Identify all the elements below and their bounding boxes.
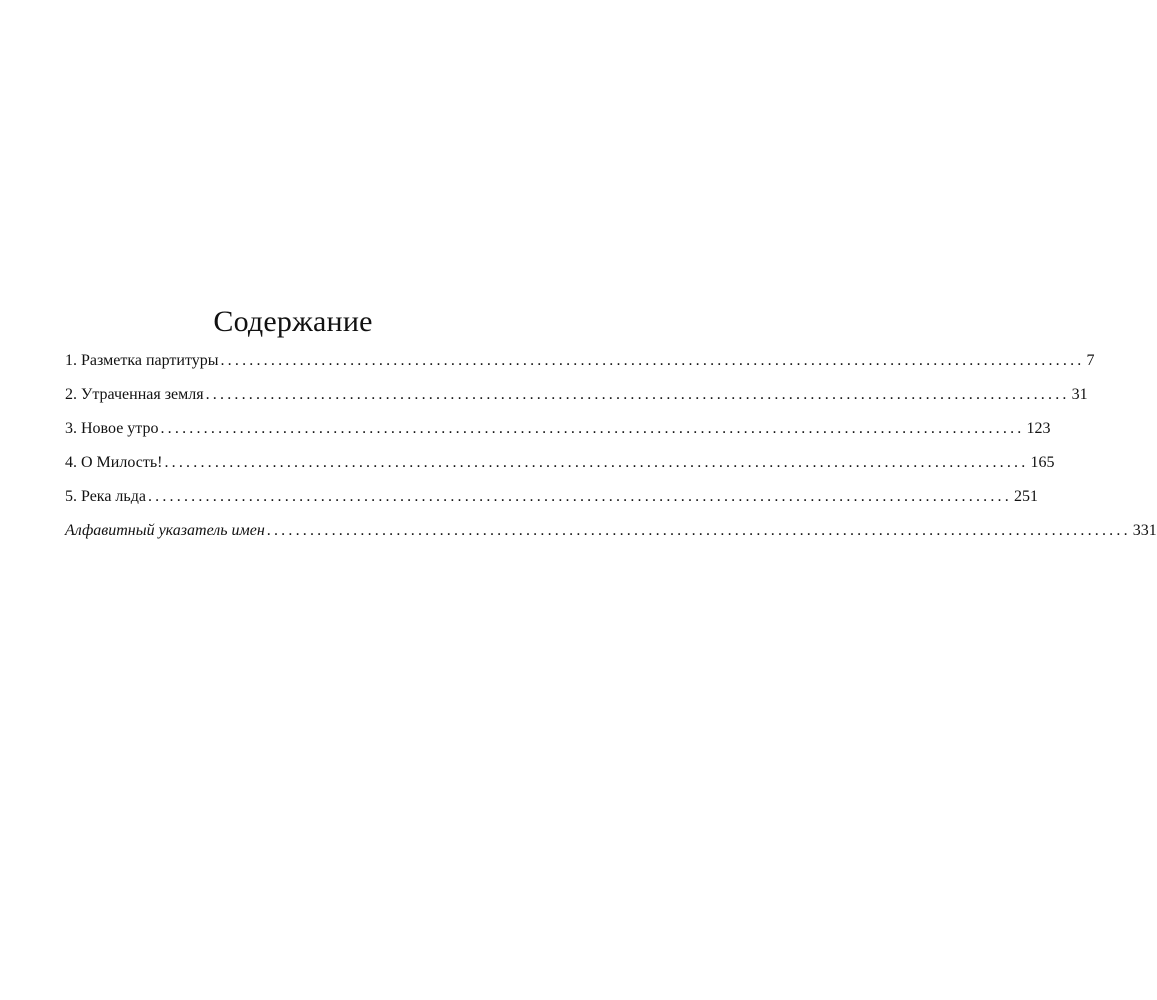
toc-entry-page: 31 — [1071, 386, 1088, 403]
dot-leader: ........................................................................................................................ — [164, 454, 1029, 471]
toc-entry-page: 123 — [1026, 420, 1051, 437]
dot-leader: ........................................................................................................................ — [205, 386, 1070, 403]
toc-entry-label: Алфавитный указатель имен — [65, 522, 265, 539]
table-of-contents — [65, 350, 1157, 554]
toc-entry-label: 1. Разметка партитуры — [65, 352, 219, 369]
toc-entry — [65, 384, 1088, 418]
toc-entry-page: 331 — [1132, 522, 1157, 539]
toc-entry — [65, 452, 1055, 486]
toc-entry-label: 3. Новое утро — [65, 420, 159, 437]
toc-entry — [65, 486, 1038, 520]
toc-entry — [65, 418, 1051, 452]
toc-entry-index — [65, 520, 1157, 554]
dot-leader: ........................................................................................................................ — [220, 352, 1085, 369]
toc-entry-page: 165 — [1030, 454, 1055, 471]
toc-entry-label: 2. Утраченная земля — [65, 386, 204, 403]
toc-entry-page: 251 — [1013, 488, 1038, 505]
toc-entry-page: 7 — [1086, 352, 1095, 369]
dot-leader: ........................................................................................................................ — [147, 488, 1012, 505]
toc-entry-label: 5. Река льда — [65, 488, 146, 505]
page-title: Содержание — [213, 305, 373, 338]
toc-entry — [65, 350, 1095, 384]
toc-entry-label: 4. О Милость! — [65, 454, 163, 471]
dot-leader: ........................................................................................................................ — [266, 522, 1131, 539]
dot-leader: ........................................................................................................................ — [160, 420, 1025, 437]
